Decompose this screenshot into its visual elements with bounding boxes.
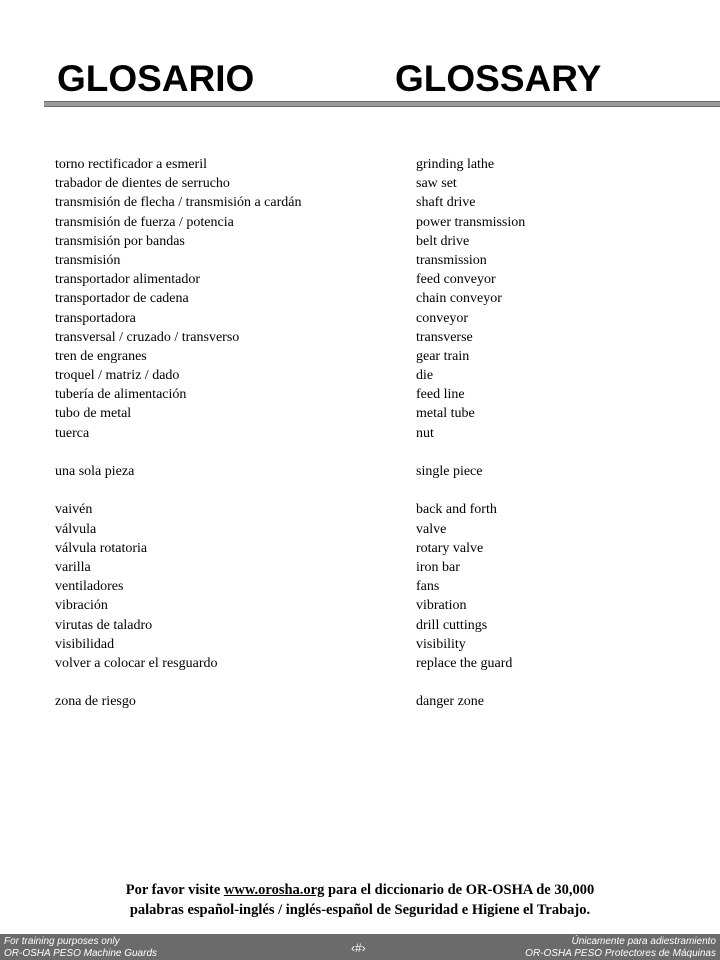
- orosha-link[interactable]: www.orosha.org: [223, 882, 325, 898]
- spanish-term: transmisión de fuerza / potencia: [55, 214, 234, 230]
- footer-left-line-2: OR-OSHA PESO Machine Guards: [4, 948, 158, 959]
- glossary-row: [0, 500, 720, 519]
- note-text-before-link: Por favor visite: [125, 882, 224, 898]
- glossary-row: [0, 174, 720, 193]
- footer-bar: [0, 934, 720, 960]
- glossary-row: [0, 673, 720, 692]
- page-number: ‹#›: [351, 941, 366, 955]
- spanish-term: virutas de taladro: [55, 617, 153, 633]
- glossary-row: [0, 213, 720, 232]
- glossary-row: [0, 232, 720, 251]
- spanish-term: transmisión: [55, 252, 121, 268]
- english-term: saw set: [416, 176, 457, 192]
- spanish-term: válvula: [55, 521, 97, 537]
- spanish-term: una sola pieza: [55, 464, 135, 479]
- glossary-row: [0, 328, 720, 347]
- spanish-term: visibilidad: [55, 636, 115, 652]
- spanish-term: tuerca: [55, 425, 90, 441]
- spanish-term: torno rectificador a esmeril: [55, 157, 207, 172]
- spanish-term: trabador de dientes de serrucho: [55, 176, 230, 192]
- footer-right-line-2: OR-OSHA PESO Protectores de Máquinas: [525, 948, 716, 959]
- glossary-row: [0, 635, 720, 654]
- title-english: GLOSSARY: [395, 58, 602, 99]
- spanish-term: transportador alimentador: [55, 272, 201, 288]
- dictionary-note: [0, 880, 720, 920]
- spanish-term: tubo de metal: [55, 406, 132, 422]
- english-term: power transmission: [416, 214, 526, 230]
- glossary-row: [0, 654, 720, 673]
- glossary-row: [0, 616, 720, 635]
- footer-right-line-1: Únicamente para adiestramiento: [571, 936, 716, 947]
- english-term: conveyor: [416, 310, 469, 326]
- note-line-1: [0, 880, 720, 900]
- english-term: nut: [416, 425, 434, 441]
- glossary-row: [0, 539, 720, 558]
- spanish-term: transportador de cadena: [55, 291, 189, 307]
- spanish-term: vaivén: [55, 502, 93, 518]
- english-term: belt drive: [416, 233, 470, 249]
- page-title: [0, 58, 720, 104]
- spanish-term: varilla: [55, 559, 91, 575]
- glossary-row: [0, 309, 720, 328]
- glossary-row: [0, 385, 720, 404]
- glossary-row: [0, 193, 720, 212]
- glossary-row: [0, 692, 720, 711]
- spanish-term: válvula rotatoria: [55, 540, 148, 556]
- glossary-row: [0, 270, 720, 289]
- glossary-row: [0, 596, 720, 615]
- spanish-term: tren de engranes: [55, 348, 147, 364]
- spanish-term: tubería de alimentación: [55, 387, 187, 403]
- english-term: rotary valve: [416, 540, 484, 556]
- footer-left-line-1: For training purposes only: [4, 936, 120, 947]
- english-term: back and forth: [416, 502, 497, 518]
- spanish-term: vibración: [55, 598, 108, 614]
- english-term: metal tube: [416, 406, 475, 422]
- english-term: drill cuttings: [416, 617, 488, 633]
- english-term: gear train: [416, 348, 470, 364]
- glossary-row: [0, 481, 720, 500]
- spanish-term: ventiladores: [55, 579, 124, 595]
- footer-right: [525, 936, 716, 960]
- title-underline: [44, 101, 720, 107]
- english-term: shaft drive: [416, 195, 476, 211]
- spanish-term: zona de riesgo: [55, 694, 136, 710]
- english-term: transmission: [416, 252, 487, 268]
- glossary-row: [0, 404, 720, 423]
- spanish-term: transmisión de flecha / transmisión a cardán: [55, 195, 302, 211]
- glossary-row: [0, 443, 720, 462]
- glossary-row: [0, 155, 720, 174]
- glossary-row: [0, 289, 720, 308]
- glossary-row: [0, 462, 720, 481]
- footer-left: [4, 936, 157, 960]
- glossary-row: [0, 577, 720, 596]
- note-line-2: palabras español-inglés / inglés-español de Seguridad e Higiene el Trabajo.: [129, 902, 591, 918]
- note-text-after-link: para el diccionario de OR-OSHA de 30,000: [324, 882, 595, 898]
- glossary-row: [0, 558, 720, 577]
- english-term: visibility: [416, 636, 466, 652]
- glossary-list: [0, 155, 720, 711]
- spanish-term: transmisión por bandas: [55, 233, 185, 249]
- english-term: vibration: [416, 598, 467, 614]
- glossary-row: [0, 251, 720, 270]
- english-term: feed conveyor: [416, 272, 496, 288]
- english-term: fans: [416, 579, 440, 595]
- spanish-term: volver a colocar el resguardo: [55, 655, 218, 671]
- glossary-row: [0, 347, 720, 366]
- title-spanish: GLOSARIO: [57, 58, 255, 99]
- english-term: danger zone: [416, 694, 485, 710]
- spanish-term: transportadora: [55, 310, 136, 326]
- glossary-row: [0, 520, 720, 539]
- english-term: die: [416, 368, 434, 384]
- english-term: grinding lathe: [416, 157, 495, 172]
- glossary-row: [0, 424, 720, 443]
- english-term: transverse: [416, 329, 473, 345]
- english-term: replace the guard: [416, 655, 513, 671]
- english-term: single piece: [416, 464, 483, 479]
- english-term: chain conveyor: [416, 291, 502, 307]
- glossary-row: [0, 366, 720, 385]
- english-term: iron bar: [416, 559, 460, 575]
- spanish-term: transversal / cruzado / transverso: [55, 329, 240, 345]
- spanish-term: troquel / matriz / dado: [55, 368, 180, 384]
- english-term: feed line: [416, 387, 465, 403]
- english-term: valve: [416, 521, 447, 537]
